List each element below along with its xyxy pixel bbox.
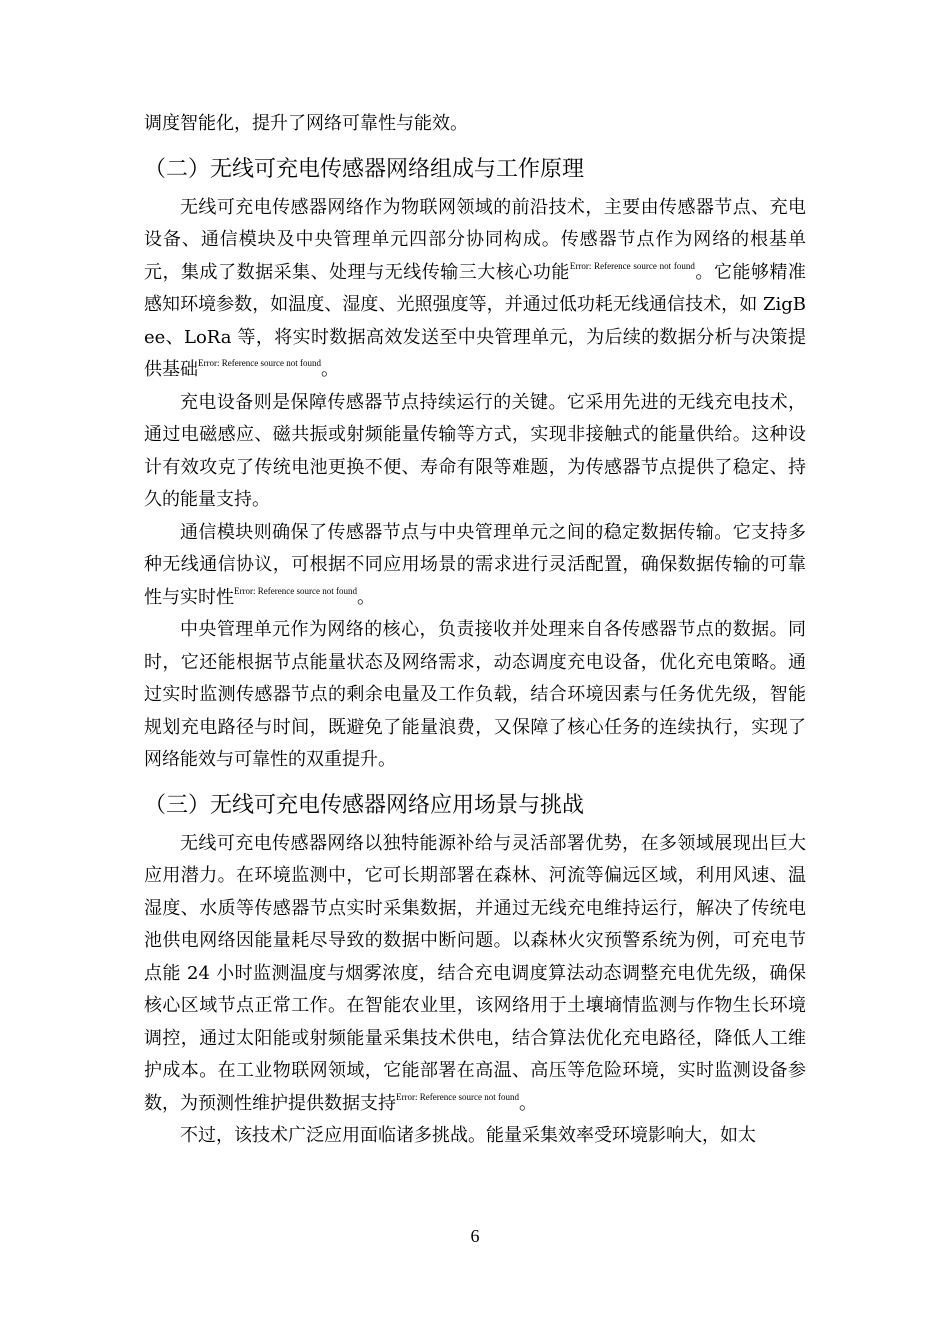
reference-error-marker: Error: Reference source not found — [569, 260, 695, 271]
section-heading-2: （二）无线可充电传感器网络组成与工作原理 — [144, 156, 585, 182]
section-heading-3: （三）无线可充电传感器网络应用场景与挑战 — [144, 792, 585, 818]
paragraph-text: 无线可充电传感器网络作为物联网领域的前沿技术，主要由传感器节点、充电设备、通信模块及中央管理单元四部分协同构成。传感器节点作为网络的根基单元，集成了数据采集、处理与无线传输三大核心功能 — [144, 196, 806, 283]
paragraph-challenges: 不过，该技术广泛应用面临诸多挑战。能量采集效率受环境影响大，如太 — [180, 1125, 756, 1146]
page-number: 6 — [470, 1226, 480, 1246]
reference-error-marker: Error: Reference source not found — [396, 1091, 519, 1102]
reference-error-marker: Error: Reference source not found — [234, 585, 357, 596]
continued-paragraph: 调度智能化，提升了网络可靠性与能效。 — [144, 113, 468, 134]
paragraph-charging-device: 充电设备则是保障传感器节点持续运行的关键。它采用先进的无线充电技术，通过电磁感应、磁共振或射频能量传输等方式，实现非接触式的能量供给。这种设计有效攻克了传统电池更换不便、寿命有限等难题，为传感器节点提供了稳定、持久的能量支持。 — [144, 391, 806, 510]
paragraph-applications — [144, 828, 806, 1121]
paragraph-composition — [144, 192, 806, 387]
reference-error-marker: Error: Reference source not found — [198, 358, 321, 368]
paragraph-text: 。它能够精准感知环境参数，如温度、湿度、光照强度等，并通过低功耗无线通信技术，如 ZigBee、LoRa 等，将实时数据高效发送至中央管理单元，为后续的数据分析与决策提供基础 — [144, 261, 807, 380]
paragraph-text: 。 — [356, 586, 375, 608]
paragraph-text: 。 — [320, 359, 339, 380]
paragraph-communication-module — [144, 517, 806, 615]
paragraph-central-unit: 中央管理单元作为网络的核心，负责接收并处理来自各传感器节点的数据。同时，它还能根据节点能量状态及网络需求，动态调度充电设备，优化充电策略。通过实时监测传感器节点的剩余电量及工作负载，结合环境因素与任务优先级，智能规划充电路径与时间，既避免了能量浪费，又保障了核心任务的连续执行，实现了网络能效与可靠性的双重提升。 — [144, 619, 806, 770]
paragraph-text: 。 — [518, 1092, 537, 1114]
page-body — [144, 108, 806, 1153]
paragraph-text: 通信模块则确保了传感器节点与中央管理单元之间的稳定数据传输。它支持多种无线通信协议，可根据不同应用场景的需求进行灵活配置，确保数据传输的可靠性与实时性 — [144, 521, 806, 608]
paragraph-text: 无线可充电传感器网络以独特能源补给与灵活部署优势，在多领域展现出巨大应用潜力。在环境监测中，它可长期部署在森林、河流等偏远区域，利用风速、温湿度、水质等传感器节点实时采集数据，并通过无线充电维持运行，解决了传统电池供电网络因能量耗尽导致的数据中断问题。以森林火灾预警系统为例，可充电节点能 24 小时监测温度与烟雾浓度，结合充电调度算法动态调整充电优先级，确保核心区域节点正常工作。在智能农业里，该网络用于土壤墒情监测与作物生长环境调控，通过太阳能或射频能量采集技术供电，结合算法优化充电路径，降低人工维护成本。在工业物联网领域，它能部署在高温、高压等危险环境，实时监测设备参数，为预测性维护提供数据支持 — [144, 832, 806, 1114]
